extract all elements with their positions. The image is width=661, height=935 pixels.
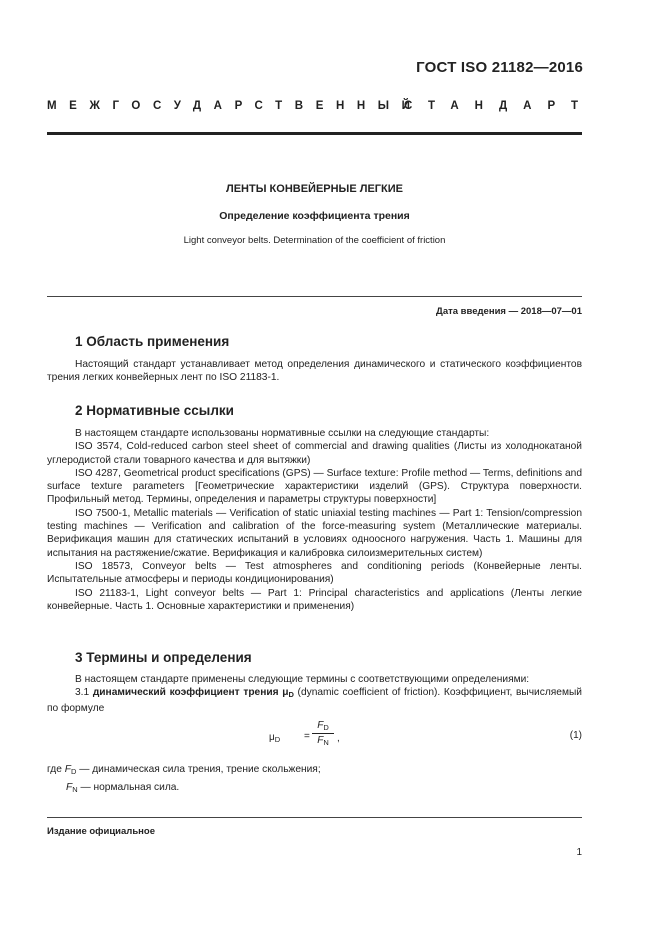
formula-fraction xyxy=(312,720,334,747)
fraction-bar xyxy=(312,733,334,734)
formula-numerator: $F_D$ xyxy=(317,720,329,732)
formula-denominator: $F_N$ xyxy=(317,735,329,747)
term-number: 3.1 xyxy=(75,687,90,699)
section-1-heading: 1 Область применения xyxy=(75,334,230,349)
effective-date: Дата введения — 2018—07—01 xyxy=(436,306,582,317)
reference-item: ISO 4287, Geometrical product specifications (GPS) — Surface texture: Profile method — Terms, definitions and surface texture parameters [Геометрические характеристики изделий (GPS). Структура поверхности. Профильный метод. Термины, определения и параметры структуры поверхности] xyxy=(47,467,582,506)
term-name: динамический коэффициент трения xyxy=(92,687,279,699)
section-2-body xyxy=(47,427,582,613)
banner-standard: СТАНДАРТ xyxy=(404,100,594,112)
title-rule xyxy=(47,296,582,297)
section-1-text: Настоящий стандарт устанавливает метод определения динамического и статического коэффициентов трения легких конвейерных лент по ISO 21183-1. xyxy=(47,359,582,384)
document-title: ЛЕНТЫ КОНВЕЙЕРНЫЕ ЛЕГКИЕ xyxy=(226,183,403,195)
formula-lhs: $\mu_D$ xyxy=(269,732,281,744)
document-subtitle: Определение коэффициента трения xyxy=(219,210,410,222)
reference-item: ISO 18573, Conveyor belts — Test atmospheres and conditioning periods (Конвейерные ленты. Испытательные атмосферы и периоды кондиционирования) xyxy=(47,560,582,586)
section-2-heading: 2 Нормативные ссылки xyxy=(75,403,234,418)
english-title: Light conveyor belts. Determination of the coefficient of friction xyxy=(183,235,446,246)
header-rule xyxy=(47,132,582,135)
legend-fd: где $F_D$ — динамическая сила трения, трение скольжения; xyxy=(47,764,321,776)
official-edition: Издание официальное xyxy=(47,826,155,837)
section-2-intro: В настоящем стандарте использованы нормативные ссылки на следующие стандарты: xyxy=(75,428,490,439)
reference-item: ISO 21183-1, Light conveyor belts — Part 1: Principal characteristics and applications (Ленты легкие конвейерные. Часть 1. Основные характеристики и применения) xyxy=(47,587,582,612)
formula-number: (1) xyxy=(569,730,582,741)
section-3-intro: В настоящем стандарте применены следующие термины с соответствующими определениями: xyxy=(75,674,530,685)
reference-item: ISO 3574, Cold-reduced carbon steel sheet of commercial and drawing qualities (Листы из холоднокатаной углеродистой стали товарного качества и для вытяжки) xyxy=(47,441,582,466)
term-symbol: $\mu_D$ xyxy=(282,687,294,700)
formula-1 xyxy=(47,720,582,754)
reference-item: ISO 7500-1, Metallic materials — Verification of static uniaxial testing machines — Part 1: Tension/compression testing machines — Verification and calibration of the force-measuring system (Металлические материалы. Верификация машин для статических испытаний в условиях одноосного нагружения. Часть 1. Машины для испытания на растяжение/сжатие. Верификация и калибровка силоизмерительных систем) xyxy=(47,507,582,559)
legend-fn: $F_N$ — нормальная сила. xyxy=(66,782,180,794)
page-number: 1 xyxy=(576,847,582,858)
section-3-body xyxy=(47,673,582,715)
standard-designation: ГОСТ ISO 21182—2016 xyxy=(416,59,583,76)
section-1-body xyxy=(47,358,582,385)
term-rest: (dynamic coefficient of friction). Коэффициент, вычисляемый по формуле xyxy=(47,687,582,714)
section-3-heading: 3 Термины и определения xyxy=(75,650,252,665)
formula-equals: = xyxy=(304,731,310,742)
formula-legend xyxy=(47,762,321,798)
term-definition xyxy=(47,686,582,715)
formula-comma: , xyxy=(337,733,340,744)
footer-rule xyxy=(47,817,582,818)
banner-interstate: МЕЖГОСУДАРСТВЕННЫЙ xyxy=(47,100,423,112)
